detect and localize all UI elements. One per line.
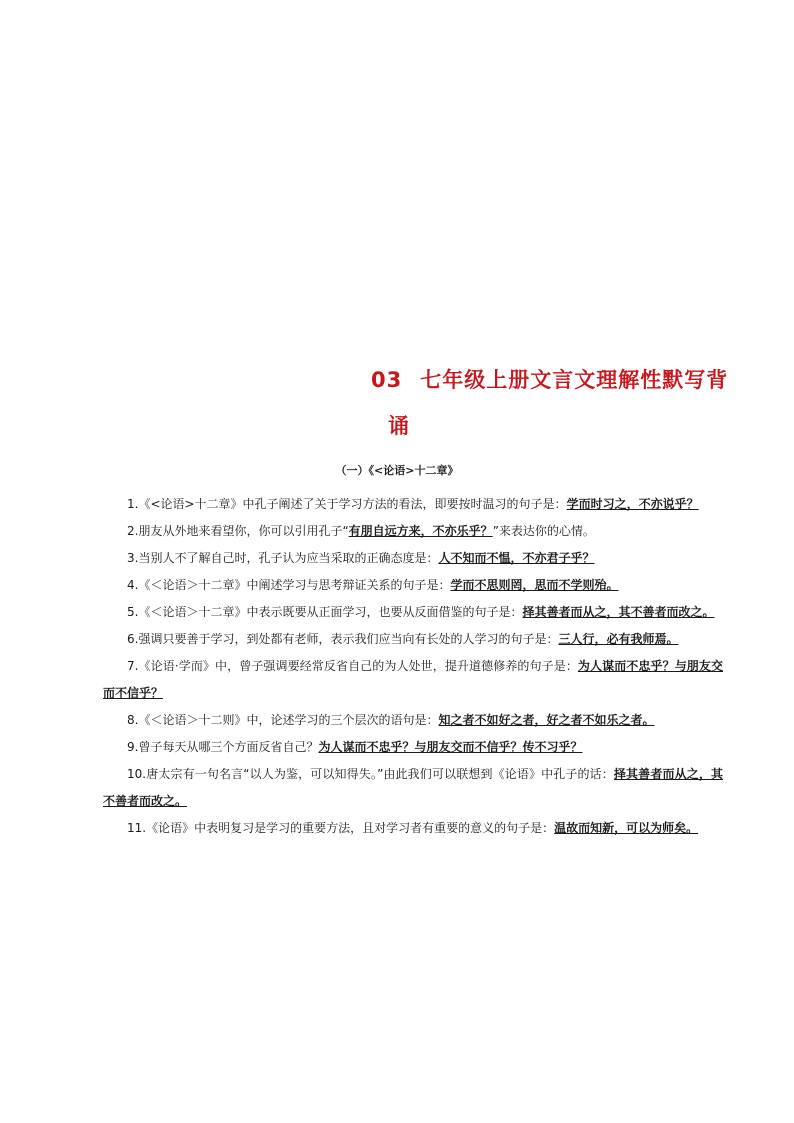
question-item <box>103 599 723 626</box>
question-item <box>103 572 723 599</box>
answer-text: 学而不思则罔，思而不学则殆。 <box>450 578 619 592</box>
question-text: 6.强调只要善于学习，到处都有老师，表示我们应当向有长处的人学习的句子是： <box>127 632 559 646</box>
question-text: 9.曾子每天从哪三个方面反省自己？ <box>127 740 319 754</box>
answer-text: 人不知而不愠，不亦君子乎？ <box>438 551 595 565</box>
question-item <box>103 815 723 842</box>
title-number: 03 <box>371 368 403 392</box>
question-item <box>103 653 723 707</box>
answer-text: 为人谋而不忠乎？与朋友交而不信乎？传不习乎？ <box>318 740 583 754</box>
question-item <box>103 707 723 734</box>
question-item <box>103 626 723 653</box>
question-item <box>103 734 723 761</box>
question-item <box>103 545 723 572</box>
question-text: 2.朋友从外地来看望你，你可以引用孔子“ <box>127 524 349 538</box>
question-text: 7.《论语·学而》中，曾子强调要经常反省自己的为人处世，提升道德修养的句子是： <box>127 659 578 673</box>
title-text: 七年级上册文言文理解性默写背 <box>420 368 729 392</box>
question-item <box>103 491 723 518</box>
answer-text: 择其善者而从之，其不善者而改之。 <box>103 767 723 808</box>
question-item <box>103 761 723 815</box>
answer-text: 温故而知新，可以为师矣。 <box>554 821 699 835</box>
answer-text: 知之者不如好之者，好之者不如乐之者。 <box>438 713 655 727</box>
question-text: 1.《<论语>十二章》中孔子阐述了关于学习方法的看法，即要按时温习的句子是： <box>127 497 567 511</box>
question-item <box>103 518 723 545</box>
answer-text: 择其善者而从之，其不善者而改之。 <box>522 605 715 619</box>
document-title <box>371 364 728 394</box>
answer-text: 为人谋而不忠乎？与朋友交而不信乎？ <box>103 659 723 700</box>
question-tail: ”来表达你的心情。 <box>492 524 595 538</box>
question-text: 4.《＜论语＞十二章》中阐述学习与思考辩证关系的句子是： <box>127 578 451 592</box>
section-heading: （一）《<论语>十二章》 <box>335 464 459 477</box>
answer-text: 学而时习之，不亦说乎？ <box>566 497 699 511</box>
question-text: 5.《＜论语＞十二章》中表示既要从正面学习，也要从反面借鉴的句子是： <box>127 605 523 619</box>
answer-text: 有朋自远方来，不亦乐乎？ <box>348 524 493 538</box>
question-list <box>103 491 723 842</box>
question-text: 8.《＜论语＞十二则》中，论述学习的三个层次的语句是： <box>127 713 439 727</box>
question-text: 10.唐太宗有一句名言“以人为鉴，可以知得失。”由此我们可以联想到《论语》中孔子的话： <box>127 767 614 781</box>
question-text: 3.当别人不了解自己时，孔子认为应当采取的正确态度是： <box>127 551 439 565</box>
answer-text: 三人行，必有我师焉。 <box>558 632 679 646</box>
question-text: 11.《论语》中表明复习是学习的重要方法，且对学习者有重要的意义的句子是： <box>127 821 555 835</box>
document-title-continued: 诵 <box>388 414 409 438</box>
